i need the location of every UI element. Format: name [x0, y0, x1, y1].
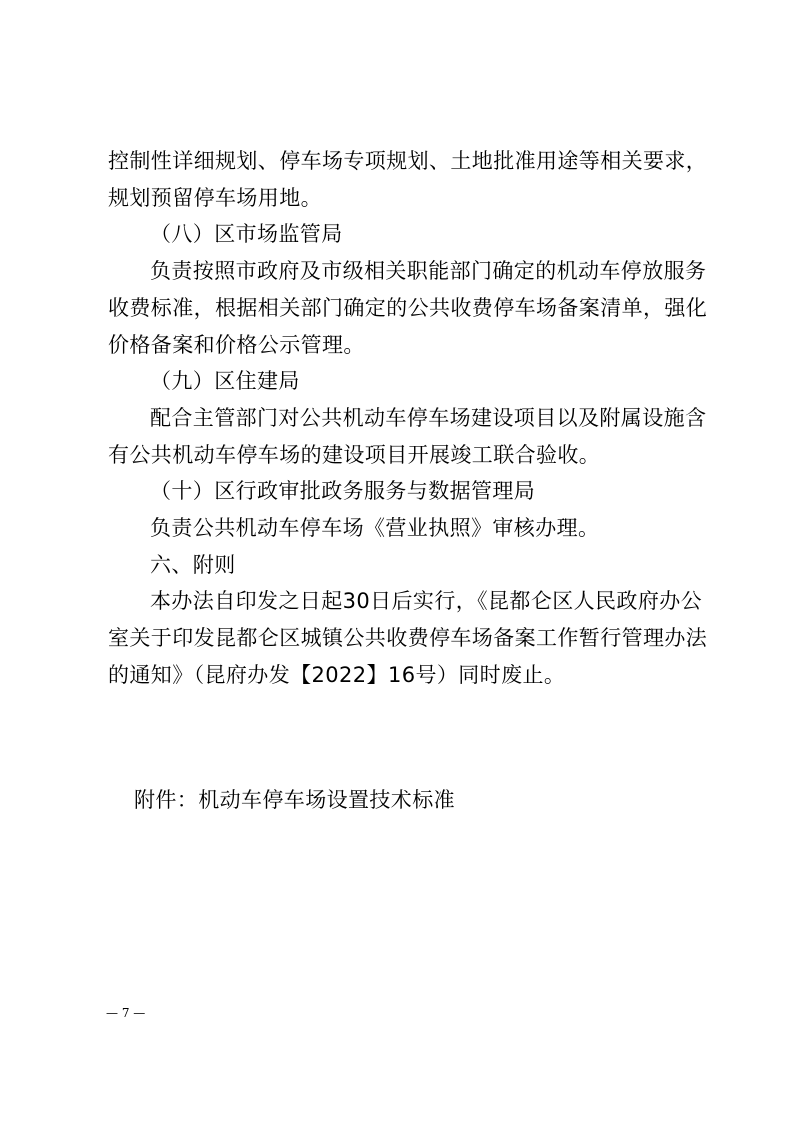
body-line: 负责公共机动车停车场《营业执照》审核办理。 — [150, 516, 600, 541]
attachment-line: 附件：机动车停车场设置技术标准 — [134, 788, 455, 812]
body-line: 本办法自印发之日起30日后实行，《昆都仑区人民政府办公 — [150, 589, 703, 614]
body-line: 规划预留停车场用地。 — [108, 185, 322, 210]
page-number: — 7 — — [106, 1006, 146, 1020]
body-line: 配合主管部门对公共机动车停车场建设项目以及附属设施含 — [150, 405, 707, 430]
body-line: 价格备案和价格公示管理。 — [108, 332, 365, 357]
body-line: 的通知》（昆府办发【2022】16号）同时废止。 — [108, 662, 566, 687]
body-line: 室关于印发昆都仑区城镇公共收费停车场备案工作暂行管理办法 — [108, 626, 708, 651]
body-line: 负责按照市政府及市级相关职能部门确定的机动车停放服务 — [150, 259, 707, 284]
section-heading: （八）区市场监管局 — [150, 222, 343, 247]
section-heading: 六、附则 — [150, 552, 236, 577]
section-heading: （十）区行政审批政务服务与数据管理局 — [150, 479, 536, 504]
body-line: 有公共机动车停车场的建设项目开展竣工联合验收。 — [108, 442, 601, 467]
document-body — [108, 143, 708, 694]
body-line: 控制性详细规划、停车场专项规划、土地批准用途等相关要求， — [108, 149, 708, 173]
section-heading: （九）区住建局 — [150, 369, 300, 394]
body-line: 收费标准，根据相关部门确定的公共收费停车场备案清单，强化 — [108, 295, 708, 320]
